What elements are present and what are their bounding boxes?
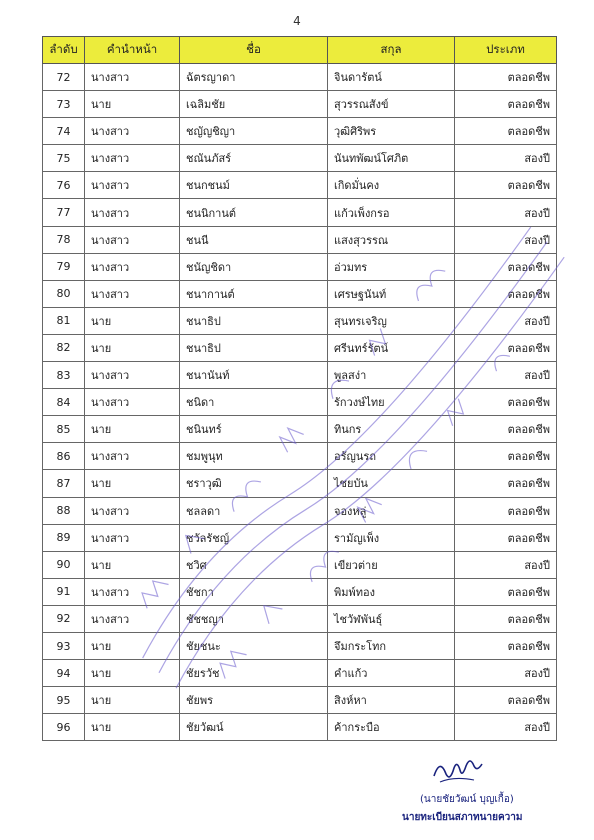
cell-no: 96	[43, 714, 85, 741]
cell-type: ตลอดชีพ	[455, 416, 557, 443]
cell-no: 85	[43, 416, 85, 443]
cell-first-name: ชนนิกานต์	[180, 199, 328, 226]
cell-prefix: นาย	[85, 551, 180, 578]
cell-no: 81	[43, 307, 85, 334]
table-row	[43, 172, 557, 199]
cell-first-name: ชราวุฒิ	[180, 470, 328, 497]
cell-first-name: ฉัตรญาดา	[180, 64, 328, 91]
cell-last-name: วุฒิศิริพร	[328, 118, 455, 145]
table-row	[43, 280, 557, 307]
cell-type: สองปี	[455, 199, 557, 226]
handwritten-signature	[430, 752, 490, 788]
cell-type: สองปี	[455, 145, 557, 172]
table-row	[43, 551, 557, 578]
cell-first-name: ชลลดา	[180, 497, 328, 524]
cell-prefix: นาย	[85, 334, 180, 361]
cell-last-name: ค้ากระบือ	[328, 714, 455, 741]
cell-last-name: นันทพัฒน์โศภิต	[328, 145, 455, 172]
header-first-name: ชื่อ	[180, 37, 328, 64]
cell-prefix: นางสาว	[85, 362, 180, 389]
cell-no: 93	[43, 632, 85, 659]
cell-type: ตลอดชีพ	[455, 172, 557, 199]
table-row	[43, 632, 557, 659]
cell-type: ตลอดชีพ	[455, 118, 557, 145]
cell-last-name: สุวรรณสังข์	[328, 91, 455, 118]
cell-type: ตลอดชีพ	[455, 389, 557, 416]
table-row	[43, 91, 557, 118]
cell-last-name: ศรีนทร์รัตน์	[328, 334, 455, 361]
cell-prefix: นาย	[85, 687, 180, 714]
cell-first-name: ชนานันท์	[180, 362, 328, 389]
table-row	[43, 443, 557, 470]
cell-last-name: พิมพ์ทอง	[328, 578, 455, 605]
member-table	[42, 36, 557, 741]
cell-last-name: ไชวัฬพันธุ์	[328, 605, 455, 632]
cell-type: ตลอดชีพ	[455, 334, 557, 361]
cell-first-name: ชัชกา	[180, 578, 328, 605]
cell-prefix: นางสาว	[85, 605, 180, 632]
cell-no: 73	[43, 91, 85, 118]
cell-type: ตลอดชีพ	[455, 524, 557, 551]
table-row	[43, 253, 557, 280]
cell-no: 75	[43, 145, 85, 172]
cell-type: ตลอดชีพ	[455, 443, 557, 470]
cell-first-name: ชนิดา	[180, 389, 328, 416]
cell-first-name: ชนากานต์	[180, 280, 328, 307]
cell-prefix: นางสาว	[85, 172, 180, 199]
table-row	[43, 578, 557, 605]
cell-last-name: อรัญนรถ	[328, 443, 455, 470]
cell-prefix: นาย	[85, 470, 180, 497]
cell-no: 72	[43, 64, 85, 91]
cell-type: ตลอดชีพ	[455, 687, 557, 714]
header-last-name: สกุล	[328, 37, 455, 64]
cell-no: 77	[43, 199, 85, 226]
cell-prefix: นาย	[85, 632, 180, 659]
cell-no: 74	[43, 118, 85, 145]
header-type: ประเภท	[455, 37, 557, 64]
cell-prefix: นางสาว	[85, 497, 180, 524]
cell-first-name: ชัยชนะ	[180, 632, 328, 659]
cell-last-name: จินดารัตน์	[328, 64, 455, 91]
cell-first-name: ชัยรวัช	[180, 660, 328, 687]
cell-no: 80	[43, 280, 85, 307]
cell-prefix: นางสาว	[85, 199, 180, 226]
cell-type: สองปี	[455, 551, 557, 578]
cell-type: ตลอดชีพ	[455, 632, 557, 659]
cell-last-name: เศรษฐนันท์	[328, 280, 455, 307]
cell-last-name: เขียวต่าย	[328, 551, 455, 578]
cell-last-name: สิงห์หา	[328, 687, 455, 714]
cell-type: สองปี	[455, 226, 557, 253]
cell-prefix: นาย	[85, 416, 180, 443]
cell-no: 91	[43, 578, 85, 605]
header-no: ลำดับ	[43, 37, 85, 64]
cell-no: 89	[43, 524, 85, 551]
page-number: 4	[293, 14, 301, 28]
cell-last-name: เกิดมั่นคง	[328, 172, 455, 199]
cell-type: ตลอดชีพ	[455, 605, 557, 632]
cell-type: ตลอดชีพ	[455, 578, 557, 605]
cell-first-name: ชนาธิป	[180, 307, 328, 334]
cell-type: ตลอดชีพ	[455, 64, 557, 91]
cell-type: สองปี	[455, 660, 557, 687]
table-row	[43, 389, 557, 416]
cell-prefix: นาย	[85, 307, 180, 334]
table-row	[43, 660, 557, 687]
header-prefix: คำนำหน้า	[85, 37, 180, 64]
cell-type: สองปี	[455, 362, 557, 389]
cell-type: ตลอดชีพ	[455, 253, 557, 280]
table-row	[43, 470, 557, 497]
cell-last-name: อ่วมทร	[328, 253, 455, 280]
cell-no: 82	[43, 334, 85, 361]
cell-last-name: รามัญเพ็ง	[328, 524, 455, 551]
cell-no: 92	[43, 605, 85, 632]
cell-no: 87	[43, 470, 85, 497]
cell-first-name: ชนนี	[180, 226, 328, 253]
cell-prefix: นางสาว	[85, 280, 180, 307]
cell-no: 86	[43, 443, 85, 470]
table-row	[43, 524, 557, 551]
table-row	[43, 334, 557, 361]
table-row	[43, 307, 557, 334]
cell-first-name: ชนินทร์	[180, 416, 328, 443]
cell-no: 76	[43, 172, 85, 199]
cell-prefix: นางสาว	[85, 226, 180, 253]
cell-no: 84	[43, 389, 85, 416]
table-row	[43, 118, 557, 145]
cell-prefix: นางสาว	[85, 578, 180, 605]
table-row	[43, 145, 557, 172]
cell-first-name: ชมพูนุท	[180, 443, 328, 470]
cell-prefix: นางสาว	[85, 443, 180, 470]
cell-prefix: นาย	[85, 660, 180, 687]
cell-prefix: นาย	[85, 714, 180, 741]
cell-first-name: ชนกชนม์	[180, 172, 328, 199]
table-row	[43, 714, 557, 741]
cell-last-name: ไชยบัน	[328, 470, 455, 497]
cell-first-name: ชวิศ	[180, 551, 328, 578]
cell-prefix: นางสาว	[85, 145, 180, 172]
table-row	[43, 687, 557, 714]
cell-prefix: นางสาว	[85, 524, 180, 551]
cell-first-name: ชวัลรัชญ์	[180, 524, 328, 551]
cell-no: 88	[43, 497, 85, 524]
cell-last-name: จึมกระโทก	[328, 632, 455, 659]
cell-prefix: นางสาว	[85, 389, 180, 416]
table-row	[43, 362, 557, 389]
cell-prefix: นางสาว	[85, 118, 180, 145]
table-row	[43, 497, 557, 524]
table-row	[43, 605, 557, 632]
cell-first-name: ชัยพร	[180, 687, 328, 714]
cell-last-name: ทินกร	[328, 416, 455, 443]
cell-prefix: นางสาว	[85, 253, 180, 280]
cell-last-name: แสงสุวรรณ	[328, 226, 455, 253]
cell-no: 79	[43, 253, 85, 280]
cell-first-name: ชัยวัฒน์	[180, 714, 328, 741]
cell-prefix: นาย	[85, 91, 180, 118]
cell-no: 90	[43, 551, 85, 578]
cell-type: ตลอดชีพ	[455, 280, 557, 307]
cell-last-name: จองหลู่	[328, 497, 455, 524]
cell-prefix: นางสาว	[85, 64, 180, 91]
cell-last-name: พูลสง่า	[328, 362, 455, 389]
cell-last-name: สุนทรเจริญ	[328, 307, 455, 334]
cell-first-name: เฉลิมชัย	[180, 91, 328, 118]
table-header-row	[43, 37, 557, 64]
cell-no: 95	[43, 687, 85, 714]
cell-first-name: ชณันภัสร์	[180, 145, 328, 172]
cell-last-name: แก้วเพ็งกรอ	[328, 199, 455, 226]
signatory-title: นายทะเบียนสภาทนายความ	[402, 812, 523, 823]
cell-type: สองปี	[455, 714, 557, 741]
cell-first-name: ชญัญชิญา	[180, 118, 328, 145]
cell-type: สองปี	[455, 307, 557, 334]
cell-last-name: รักวงษ์ไทย	[328, 389, 455, 416]
signature-block	[400, 752, 590, 836]
table-row	[43, 199, 557, 226]
cell-last-name: คำแก้ว	[328, 660, 455, 687]
cell-no: 78	[43, 226, 85, 253]
cell-type: ตลอดชีพ	[455, 91, 557, 118]
cell-first-name: ชนัญชิดา	[180, 253, 328, 280]
cell-first-name: ชัชชญา	[180, 605, 328, 632]
cell-first-name: ชนาธิป	[180, 334, 328, 361]
cell-type: ตลอดชีพ	[455, 470, 557, 497]
table-row	[43, 226, 557, 253]
cell-type: ตลอดชีพ	[455, 497, 557, 524]
table-row	[43, 64, 557, 91]
cell-no: 94	[43, 660, 85, 687]
signatory-name: (นายชัยวัฒน์ บุญเกื้อ)	[420, 794, 514, 805]
cell-no: 83	[43, 362, 85, 389]
table-row	[43, 416, 557, 443]
